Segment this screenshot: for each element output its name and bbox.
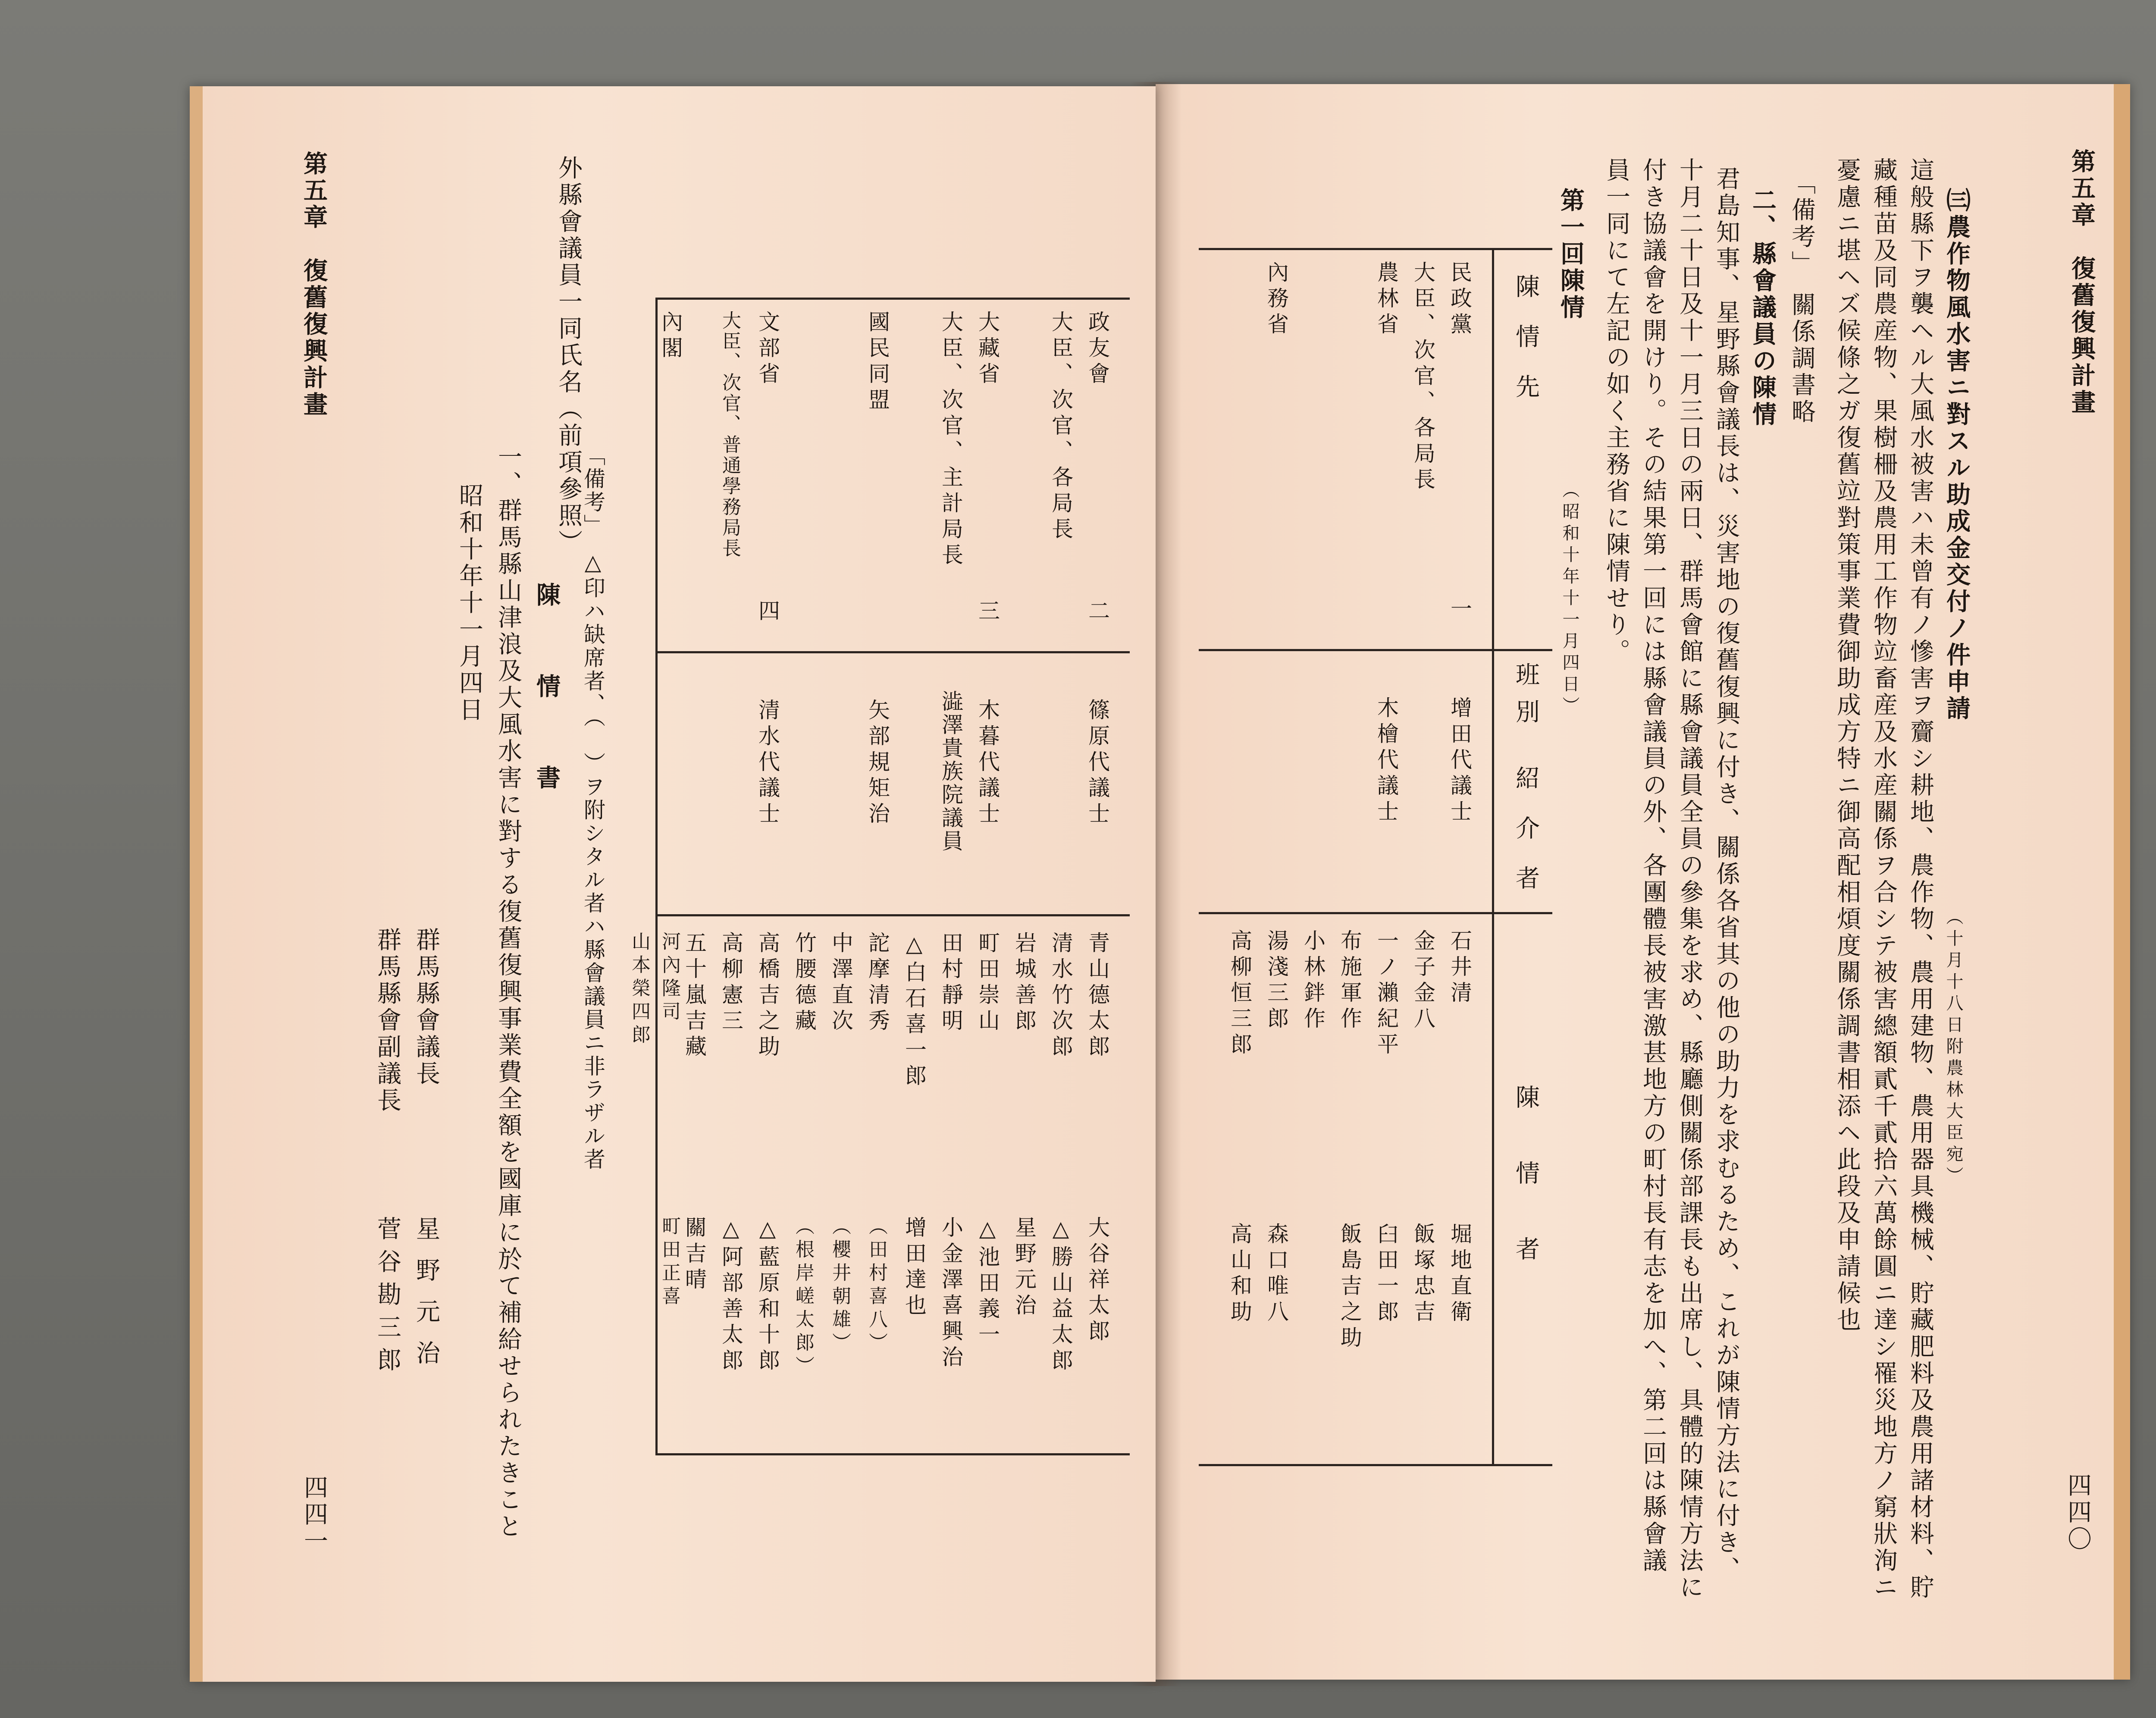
paragraph-line: 付き協議會を開けり。その結果第一回には縣會議員の外、各團體長被害激甚地方の町村長有志を加へ、第二回は縣會議: [1639, 157, 1667, 1574]
right-page: [1156, 84, 2130, 1680]
body-line: 藏種苗及同農産物、果樹柵及農用工作物竝畜産及水産關係ヲ合シテ被害總額貳千貳拾六萬餘圓ニ達シ罹災地方ノ窮狀洵ニ: [1870, 157, 1898, 1601]
row-petitioner: 五十嵐吉藏: [682, 931, 707, 1061]
row-petitioner: 臼田一郎: [1374, 1223, 1399, 1326]
row-destination: 大藏省: [975, 310, 1000, 388]
chapter-heading: 第五章 復舊復興計畫: [300, 151, 328, 418]
table-rule: [655, 914, 1130, 916]
section-three-date: （十月十八日附農林大臣宛）: [1943, 908, 1963, 1188]
row-petitioner: 岩城善郎: [1012, 931, 1037, 1035]
table-rule: [1199, 1464, 1552, 1466]
row-petitioner: 小金澤喜興治: [938, 1216, 963, 1371]
row-petitioner: 町田崇山: [975, 931, 1000, 1035]
row-petitioner: 高柳憲三: [718, 931, 743, 1035]
row-destination: 大臣、次官、各局長: [1410, 261, 1435, 494]
row-petitioner: 中澤直次: [828, 931, 853, 1035]
row-petitioner: （田村喜八）: [865, 1216, 887, 1356]
row-petitioner: （根岸嵯太郎）: [792, 1216, 814, 1379]
row-petitioner: △藍原和十郎: [755, 1216, 780, 1375]
row-petitioner: 增田達也: [902, 1216, 927, 1320]
row-petitioner: 湯淺三郎: [1264, 929, 1289, 1033]
row-petitioner: 關吉晴: [682, 1216, 707, 1294]
row-introducer: 增田代議士: [1447, 696, 1472, 826]
row-petitioner: 詑摩清秀: [865, 931, 890, 1035]
row-destination: 大臣、次官、普通學務局長: [719, 310, 741, 559]
row-destination: 政友會: [1085, 310, 1110, 388]
header-destination: 陳情先: [1512, 274, 1540, 424]
row-group: 一: [1447, 597, 1472, 623]
row-petitioner: 森口唯八: [1264, 1223, 1289, 1326]
row-introducer: 澁澤貴族院議員: [938, 690, 963, 853]
row-destination: 民政黨: [1447, 261, 1472, 339]
row-introducer: 矢部規矩治: [865, 699, 890, 828]
row-petitioner: △勝山益太郎: [1048, 1216, 1073, 1375]
row-petitioner: △白石喜一郎: [902, 931, 927, 1090]
signatory-name: 星野元治: [412, 1216, 440, 1382]
table-rule: [655, 298, 658, 1453]
signatory-title: 群馬縣會副議長: [373, 927, 401, 1114]
row-introducer: 木暮代議士: [975, 699, 1000, 828]
row-petitioner: 星野元治: [1012, 1216, 1037, 1320]
row-destination: 內閣: [658, 310, 683, 362]
table-rule: [1492, 248, 1494, 1464]
table-rule: [1199, 248, 1552, 250]
section-two-heading: 二、縣會議員の陳情: [1749, 188, 1777, 428]
outside-note: 外縣會議員一同氏名（前項參照）: [555, 155, 583, 556]
row-petitioner: 金子金八: [1410, 929, 1435, 1033]
row-petitioner: 飯塚忠吉: [1410, 1223, 1435, 1326]
row-petitioner: 高橋吉之助: [755, 931, 780, 1061]
petition-heading: 陳 情 書: [533, 582, 561, 811]
row-petitioner: 大谷祥太郎: [1085, 1216, 1110, 1345]
remark-note: 「備考」 關係調書略: [1788, 170, 1816, 426]
paragraph-line: 十月二十日及十一月三日の兩日、群馬會館に縣會議員全員の參集を求め、縣廳側關係部課長も出席し、具體的陳情方法に: [1676, 157, 1704, 1601]
header-petitioners: 陳情者: [1512, 1085, 1540, 1312]
row-destination: 大臣、次官、主計局長: [938, 310, 963, 569]
first-petition-date: （昭和十年十一月四日）: [1560, 481, 1579, 718]
table-rule: [655, 1453, 1130, 1455]
row-group: 四: [755, 599, 780, 625]
signatory-name: 菅谷勘三郎: [373, 1216, 401, 1380]
body-line: 這般縣下ヲ襲ヘル大風水被害ハ未曾有ノ慘害ヲ齎シ耕地、農作物、農用建物、農用器具機械、貯藏肥料及農用諸材料、貯: [1906, 157, 1934, 1601]
row-introducer: 木檜代議士: [1374, 696, 1399, 826]
table-rule: [655, 651, 1130, 653]
row-petitioner: 高山和助: [1227, 1223, 1252, 1326]
remark-note: 「備考」 △印ハ缺席者、（ ）ヲ附シタル者ハ縣會議員ニ非ラザル者: [580, 444, 605, 1171]
row-petitioner: 青山德太郎: [1085, 931, 1110, 1061]
row-destination: 大臣、次官、各局長: [1048, 310, 1073, 543]
table-rule: [1199, 912, 1552, 914]
row-petitioner: 一ノ瀨紀平: [1374, 929, 1399, 1059]
header-group: 班別: [1512, 662, 1540, 736]
body-line: 憂慮ニ堪ヘズ候條之ガ復舊竝對策事業費御助成方特ニ御高配相煩度關係調書相添ヘ此段及申請候也: [1833, 157, 1861, 1334]
row-introducer: 篠原代議士: [1085, 699, 1110, 828]
signatory-title: 群馬縣會議長: [412, 927, 440, 1088]
table-rule: [1199, 649, 1552, 651]
section-three-title: ㈢農作物風水害ニ對スル助成金交付ノ件申請: [1943, 188, 1971, 722]
left-page: [190, 86, 1156, 1682]
row-petitioner: 高柳恒三郎: [1227, 929, 1252, 1059]
chapter-heading: 第五章 復舊復興計畫: [2068, 149, 2096, 416]
page-number: 四四一: [300, 1475, 328, 1555]
row-destination: 農林省: [1374, 261, 1399, 339]
petition-date: 昭和十年十一月四日: [455, 483, 483, 724]
row-destination: 文部省: [755, 310, 780, 388]
row-petitioner: 河內隆司: [658, 931, 680, 1025]
row-petitioner: △池田義一: [975, 1216, 1000, 1349]
row-group: 三: [975, 599, 1000, 625]
row-petitioner: 山本榮四郎: [628, 931, 650, 1048]
row-petitioner: 飯島吉之助: [1337, 1223, 1362, 1352]
row-destination: 內務省: [1264, 261, 1289, 339]
row-petitioner: 布施軍作: [1337, 929, 1362, 1033]
row-group: 二: [1085, 599, 1110, 625]
row-petitioner: 町田正喜: [658, 1216, 680, 1309]
row-petitioner: △阿部善太郎: [718, 1216, 743, 1375]
page-number: 四四〇: [2064, 1473, 2092, 1553]
row-petitioner: （櫻井朝雄）: [829, 1216, 851, 1356]
row-introducer: 清水代議士: [755, 699, 780, 828]
first-petition-heading: 第一回陳情: [1557, 188, 1585, 321]
row-petitioner: 田村靜明: [938, 931, 963, 1035]
row-destination: 國民同盟: [865, 310, 890, 414]
row-petitioner: 堀地直衛: [1447, 1223, 1472, 1326]
petition-item: 一、群馬縣山津浪及大風水害に對する復舊復興事業費全額を國庫に於て補給せられたきこと: [494, 444, 522, 1540]
paragraph-line: 員一同にて左記の如く主務省に陳情せり。: [1602, 157, 1630, 665]
table-rule: [655, 298, 1130, 300]
row-petitioner: 石井清: [1447, 929, 1472, 1007]
row-petitioner: 小林鉡作: [1300, 929, 1326, 1033]
row-petitioner: 竹腰德藏: [792, 931, 817, 1035]
header-introducer: 紹介者: [1512, 765, 1540, 915]
paragraph-line: 君島知事、星野縣會議長は、災害地の復舊復興に付き、關係各省其の他の助力を求むるため、これが陳情方法に付き、: [1712, 166, 1740, 1583]
row-petitioner: 清水竹次郎: [1048, 931, 1073, 1061]
